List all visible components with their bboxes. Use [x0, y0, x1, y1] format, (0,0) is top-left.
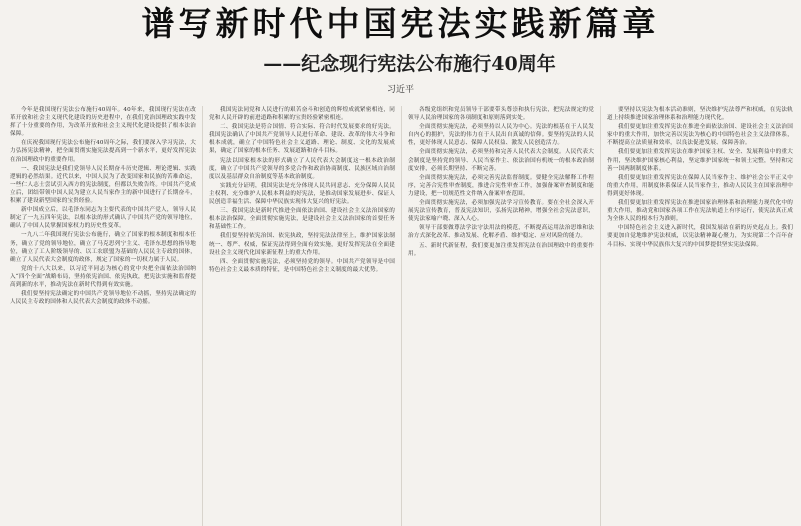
paragraph: 全面贯彻实施宪法，必须加强宪法学习宣传教育。要在全社会深入开展宪法宣传教育，普及宪法知识，弘扬宪法精神，增强全社会宪法意识，使宪法家喻户晓、深入人心。: [408, 200, 594, 223]
paragraph: 全面贯彻实施宪法，必须完善宪法监督制度。要健全宪法解释工作程序，完善合宪性审查制度，推进合宪性审查工作，加强备案审查制度和能力建设，把一切规范性文件纳入备案审查范围。: [408, 174, 594, 197]
paragraph: 我们要更加注重发挥宪法在推进全面依法治国、建设社会主义法治国家中的重大作用，加快完善以宪法为核心的中国特色社会主义法律体系，不断提高立法质量和效率，以良法促进发展、保障善治。: [607, 124, 793, 147]
paragraph: 我们要更加注重发挥宪法在维护国家主权、安全、发展利益中的重大作用，坚决维护国家核心利益，坚定维护国家统一和领土完整，坚持和完善一国两制制度体系。: [607, 149, 793, 172]
column-divider: [401, 106, 402, 526]
paragraph: 在庆祝我国现行宪法公布施行40周年之际，我们要深入学习宪法，大力弘扬宪法精神，把全面贯彻实施宪法提高到一个新水平，更好发挥宪法在治国理政中的重要作用。: [10, 140, 196, 163]
paragraph: 要坚持以宪法为根本活动准则，坚决维护宪法尊严和权威，在宪法轨道上持续推进国家治理体系和治理能力现代化。: [607, 107, 793, 122]
paragraph: 五、新时代新征程，我们要更加注重发挥宪法在治国理政中的重要作用。: [408, 242, 594, 257]
article-body: [10, 106, 793, 526]
paragraph: 全面贯彻实施宪法，必须坚持以人民为中心。宪法的根基在于人民发自内心的拥护，宪法的伟力在于人民出自真诚的信仰。要坚持宪法的人民性，更好体现人民意志、保障人民权益、激发人民创造活力。: [408, 124, 594, 147]
paragraph: 中国特色社会主义进入新时代，我国发展站在新的历史起点上。我们要更加自觉地维护宪法权威，以宪法精神凝心聚力，为实现第二个百年奋斗目标、实现中华民族伟大复兴的中国梦提供坚实宪法保障。: [607, 225, 793, 248]
paragraph: 我们要坚持宪法确定的中国共产党领导地位不动摇，坚持宪法确定的人民民主专政的国体和人民代表大会制度的政体不动摇。: [10, 291, 196, 306]
paragraph: 我们要更加注重发挥宪法在保障人民当家作主、维护社会公平正义中的重大作用，用制度体系保证人民当家作主，推动人民民主在国家治理中得到更好体现。: [607, 174, 793, 197]
paragraph: 各级党组织和党员领导干部要带头尊崇和执行宪法，把宪法规定的党领导人民治理国家的各项制度和原则落到实处。: [408, 107, 594, 122]
article-author: 习近平: [386, 85, 414, 95]
article-subtitle: ——纪念现行宪法公布施行40周年: [263, 53, 556, 75]
paragraph: 我们要更加注重发挥宪法在推进国家治理体系和治理能力现代化中的重大作用，推动党和国家各项工作在宪法轨道上有序运行，使宪法真正成为全体人民的根本行为准则。: [607, 200, 793, 223]
paragraph: 实践充分证明，我国宪法是充分体现人民共同意志、充分保障人民民主权利、充分维护人民根本利益的好宪法，是推动国家发展进步、保证人民创造幸福生活、保障中华民族实现伟大复兴的好宪法。: [209, 182, 395, 206]
paragraph: 四、全面贯彻实施宪法，必须坚持党的领导。中国共产党领导是中国特色社会主义最本质的特征，是中国特色社会主义制度的最大优势。: [209, 258, 395, 273]
article-headline: 谱写新时代中国宪法实践新篇章: [141, 4, 660, 43]
paragraph: 一、我国宪法是我们党领导人民长期奋斗历史逻辑、理论逻辑、实践逻辑的必然结果。近代以来，中国人民为了改变国家和民族的苦难命运，一些仁人志士尝试引入西方的宪法制度，但都以失败告终。中国共产党成立后，团结带领中国人民为建立人民当家作主的新中国进行了长期奋斗，积累了建设新型国家的宝贵经验。: [10, 165, 196, 205]
paragraph: 今年是我国现行宪法公布施行40周年。40年来，我国现行宪法在改革开放和社会主义现代化建设的历史进程中，在我们党治国理政实践中发挥了十分重要的作用，为改革开放和社会主义现代化建设提供了根本法治保障。: [10, 107, 196, 138]
paragraph: 二、我国宪法是符合国情、符合实际、符合时代发展要求的好宪法。我国宪法确认了中国共产党领导人民进行革命、建设、改革的伟大斗争和根本成就，确立了中国特色社会主义道路、理论、制度、文化的发展成果，确定了国家的根本任务、发展道路和奋斗目标。: [209, 124, 395, 155]
paragraph: 新中国成立后，以毛泽东同志为主要代表的中国共产党人，领导人民制定了一九五四年宪法，以根本法的形式确认了中国共产党的领导地位，确认了中国人民掌握国家权力的历史性变革。: [10, 207, 196, 230]
paragraph: 一九八二年我国现行宪法公布施行，确立了国家的根本制度和根本任务，确立了党的领导地位，确立了马克思列宁主义、毛泽东思想的指导地位，确立了工人阶级领导的、以工农联盟为基础的人民民主专政的国体，确立了人民代表大会制度的政体，规定了国家的一切权力属于人民。: [10, 232, 196, 263]
text-column-4: [607, 106, 793, 526]
text-column-3: [408, 106, 594, 526]
paragraph: 全面贯彻实施宪法，必须坚持和完善人民代表大会制度。人民代表大会制度是坚持党的领导、人民当家作主、依法治国有机统一的根本政治制度安排，必须长期坚持、不断完善。: [408, 149, 594, 172]
paragraph: 宪法以国家根本法的形式确立了人民代表大会制度这一根本政治制度，确立了中国共产党领导的多党合作和政治协商制度、民族区域自治制度以及基层群众自治制度等基本政治制度。: [209, 157, 395, 180]
paragraph: 领导干部要做尊法学法守法用法的模范，不断提高运用法治思维和法治方式深化改革、推动发展、化解矛盾、维护稳定、应对风险的能力。: [408, 225, 594, 240]
text-column-1: [10, 106, 196, 526]
column-divider: [202, 106, 203, 526]
column-divider: [600, 106, 601, 526]
paragraph: 党的十八大以来，以习近平同志为核心的党中央把全面依法治国纳入“四个全面”战略布局，坚持依宪治国、依宪执政，把宪法实施和监督提高到新的水平，推动宪法在新时代得到有效实施。: [10, 265, 196, 288]
paragraph: 我国宪法同党和人民进行的艰苦奋斗和创造的辉煌成就紧密相连，同党和人民开辟的前进道路和积累的宝贵经验紧密相连。: [209, 107, 395, 122]
text-column-2: [209, 106, 395, 526]
paragraph: 我们要坚持依宪治国、依宪执政，坚持宪法法律至上，维护国家法制统一、尊严、权威，保证宪法得到全面有效实施，更好发挥宪法在全面建设社会主义现代化国家新征程上的重大作用。: [209, 233, 395, 256]
paragraph: 三、我国宪法是新时代推进全面依法治国、建设社会主义法治国家的根本法治保障。全面贯彻实施宪法，是建设社会主义法治国家的首要任务和基础性工作。: [209, 208, 395, 231]
